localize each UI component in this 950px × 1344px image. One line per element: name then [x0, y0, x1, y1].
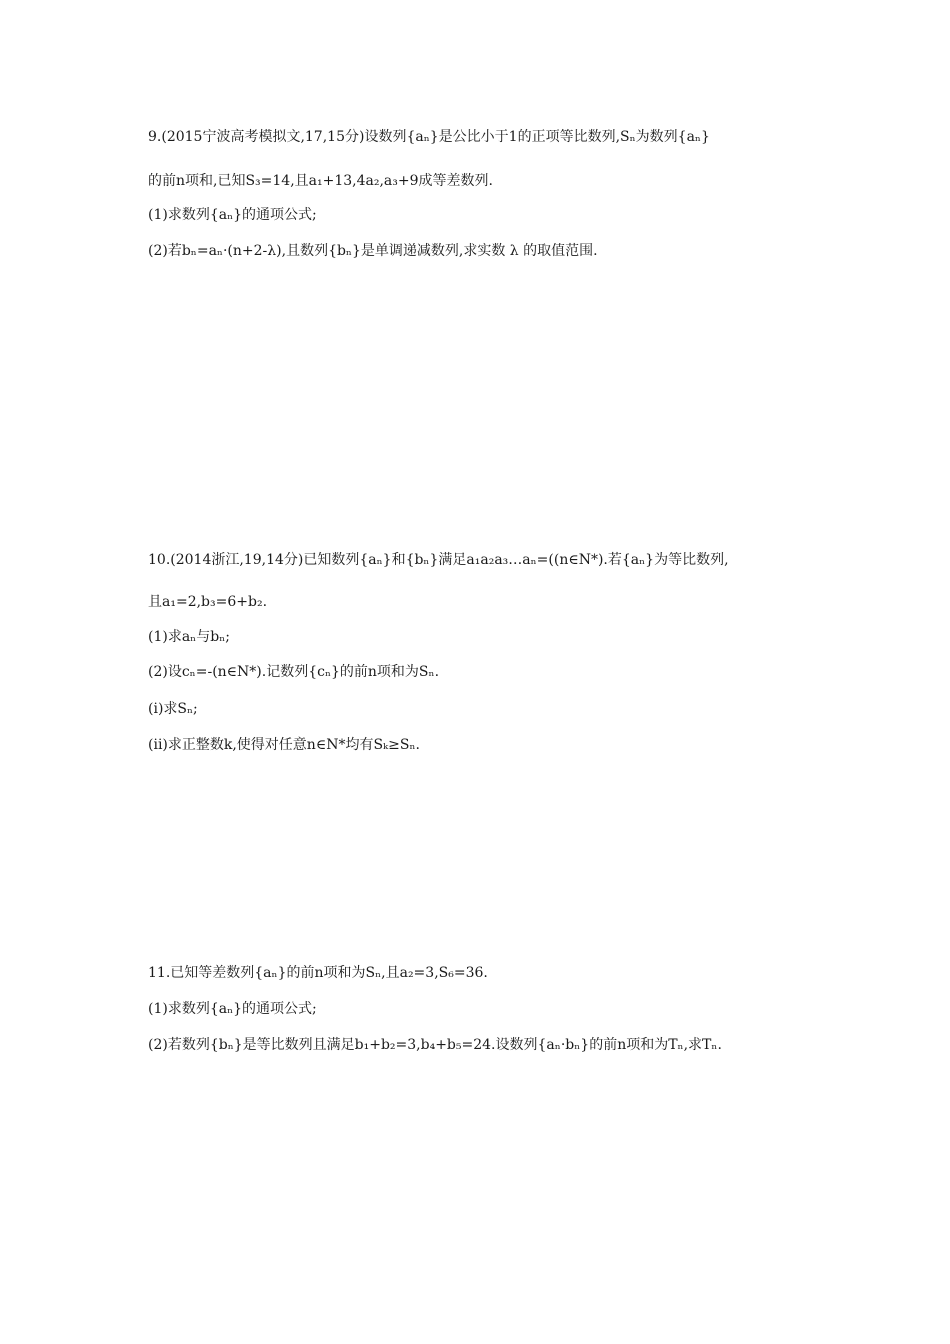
problem-9-part-1: (1)求数列{aₙ}的通项公式;	[148, 207, 317, 223]
problem-10-part-2: (2)设cₙ=-(n∈N*).记数列{cₙ}的前n项和为Sₙ.	[148, 664, 440, 680]
problem-11-stem-line-1: 11.已知等差数列{aₙ}的前n项和为Sₙ,且a₂=3,S₆=36.	[148, 965, 488, 981]
problem-10-part-2-ii: (ii)求正整数k,使得对任意n∈N*均有Sₖ≥Sₙ.	[148, 737, 420, 753]
problem-9-stem-line-1: 9.(2015宁波高考模拟文,17,15分)设数列{aₙ}是公比小于1的正项等比数列,Sₙ为数列{aₙ}	[148, 129, 710, 145]
problem-10-part-1: (1)求aₙ与bₙ;	[148, 629, 230, 645]
problem-10-part-2-i: (i)求Sₙ;	[148, 701, 198, 717]
problem-11-part-2: (2)若数列{bₙ}是等比数列且满足b₁+b₂=3,b₄+b₅=24.设数列{aₙ·bₙ}的前n项和为Tₙ,求Tₙ.	[148, 1037, 722, 1053]
problem-9-part-2: (2)若bₙ=aₙ·(n+2-λ),且数列{bₙ}是单调递减数列,求实数 λ 的取值范围.	[148, 243, 598, 259]
problem-10-stem-line-2: 且a₁=2,b₃=6+b₂.	[148, 594, 268, 610]
problem-11-part-1: (1)求数列{aₙ}的通项公式;	[148, 1001, 317, 1017]
problem-10-stem-line-1: 10.(2014浙江,19,14分)已知数列{aₙ}和{bₙ}满足a₁a₂a₃…aₙ=((n∈N*).若{aₙ}为等比数列,	[148, 552, 729, 568]
problem-9-stem-line-2: 的前n项和,已知S₃=14,且a₁+13,4a₂,a₃+9成等差数列.	[148, 173, 493, 189]
